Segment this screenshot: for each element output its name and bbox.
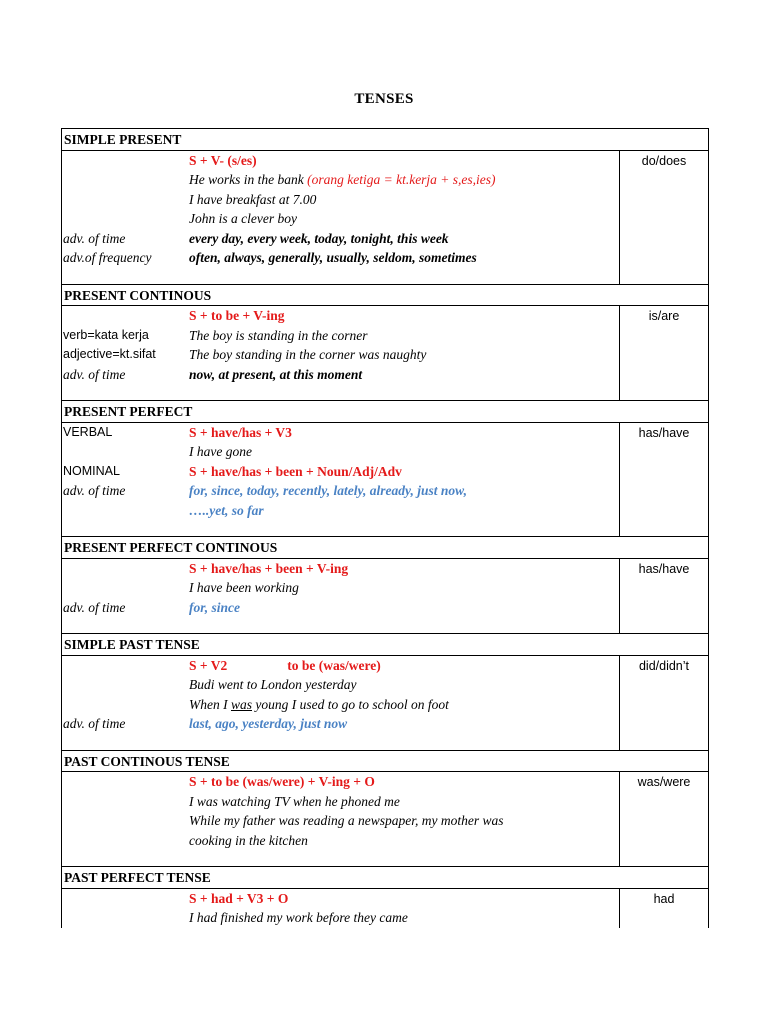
section-content	[62, 558, 620, 634]
section-header-simple-past: SIMPLE PAST TENSE	[62, 634, 709, 656]
row-label: adv. of time	[63, 366, 126, 382]
section-body-row	[62, 306, 709, 401]
formula: S + have/has + been + Noun/Adj/Adv	[189, 463, 402, 479]
formula: S + have/has + been + V-ing	[189, 560, 349, 576]
section-header-present-perfect: PRESENT PERFECT	[62, 401, 709, 423]
section-header-simple-present: SIMPLE PRESENT	[62, 129, 709, 151]
row-label: adv. of time	[63, 716, 126, 731]
section-content	[62, 888, 620, 928]
tenses-table	[61, 128, 709, 928]
section-body-row	[62, 655, 709, 750]
example-sentence: John is a clever boy	[189, 211, 297, 226]
formula: S + have/has + V3	[189, 424, 292, 440]
section-header-past-continous: PAST CONTINOUS TENSE	[62, 750, 709, 772]
example-sentence: Budi went to London yesterday	[189, 677, 357, 692]
example-sentence: The boy standing in the corner was naughty	[189, 347, 427, 362]
row-label: adjective=kt.sifat	[63, 347, 156, 361]
auxiliary-cell: is/are	[620, 306, 709, 401]
adverb-list: for, since	[189, 599, 241, 615]
section-content	[62, 306, 620, 401]
row-label: adv.of frequency	[63, 250, 152, 265]
example-sentence: I have been working	[189, 580, 299, 595]
section-header-present-continous: PRESENT CONTINOUS	[62, 284, 709, 306]
example-sentence: He works in the bank	[189, 172, 308, 187]
section-header-row	[62, 401, 709, 423]
formula: S + V2	[189, 657, 228, 673]
page-title: TENSES	[354, 91, 414, 107]
row-label: adv. of time	[63, 599, 126, 615]
formula: S + V- (s/es)	[189, 152, 257, 168]
section-header-row	[62, 750, 709, 772]
adverb-list: …..yet, so far	[189, 502, 264, 518]
auxiliary-cell: has/have	[620, 558, 709, 634]
section-header-row	[62, 284, 709, 306]
section-body-row	[62, 422, 709, 537]
formula: to be (was/were)	[287, 657, 381, 673]
formula: S + to be + V-ing	[189, 308, 285, 323]
section-body-row	[62, 150, 709, 284]
auxiliary-cell: has/have	[620, 422, 709, 537]
example-sentence: When I was young I used to go to school on foot	[189, 696, 449, 712]
row-label: adv. of time	[63, 483, 126, 498]
row-label: VERBAL	[63, 424, 113, 439]
section-content	[62, 655, 620, 750]
section-header-row	[62, 129, 709, 151]
section-header-past-perfect: PAST PERFECT TENSE	[62, 867, 709, 889]
auxiliary-cell: had	[620, 888, 709, 928]
auxiliary-cell: did/didn’t	[620, 655, 709, 750]
example-sentence: cooking in the kitchen	[189, 832, 308, 848]
adverb-list: last, ago, yesterday, just now	[189, 716, 348, 731]
section-header-row	[62, 537, 709, 559]
section-header-row	[62, 867, 709, 889]
auxiliary-cell: do/does	[620, 150, 709, 284]
section-body-row	[62, 888, 709, 928]
example-sentence: While my father was reading a newspaper, my mother was	[189, 813, 504, 828]
row-label: adv. of time	[63, 230, 126, 246]
adverb-list: often, always, generally, usually, seldom, sometimes	[189, 250, 477, 265]
section-header-present-perfect-continous: PRESENT PERFECT CONTINOUS	[62, 537, 709, 559]
section-body-row	[62, 558, 709, 634]
auxiliary-cell: was/were	[620, 772, 709, 867]
adverb-list: for, since, today, recently, lately, already, just now,	[189, 483, 467, 498]
note: (orang ketiga = kt.kerja + s,es,ies)	[307, 172, 496, 187]
formula: S + to be (was/were) + V-ing + O	[189, 774, 375, 789]
adverb-list: every day, every week, today, tonight, this week	[189, 230, 449, 246]
section-content	[62, 150, 620, 284]
section-content	[62, 422, 620, 537]
row-label: NOMINAL	[63, 463, 120, 478]
formula: S + had + V3 + O	[189, 890, 289, 906]
section-content	[62, 772, 620, 867]
example-sentence: The boy is standing in the corner	[189, 327, 368, 343]
example-sentence: I was watching TV when he phoned me	[189, 793, 400, 809]
example-sentence: I have breakfast at 7.00	[189, 191, 317, 207]
adverb-list: now, at present, at this moment	[189, 366, 363, 382]
row-label: verb=kata kerja	[63, 327, 149, 342]
example-sentence: I had finished my work before they came	[189, 910, 408, 925]
section-header-row	[62, 634, 709, 656]
example-sentence: I have gone	[189, 444, 252, 459]
section-body-row	[62, 772, 709, 867]
